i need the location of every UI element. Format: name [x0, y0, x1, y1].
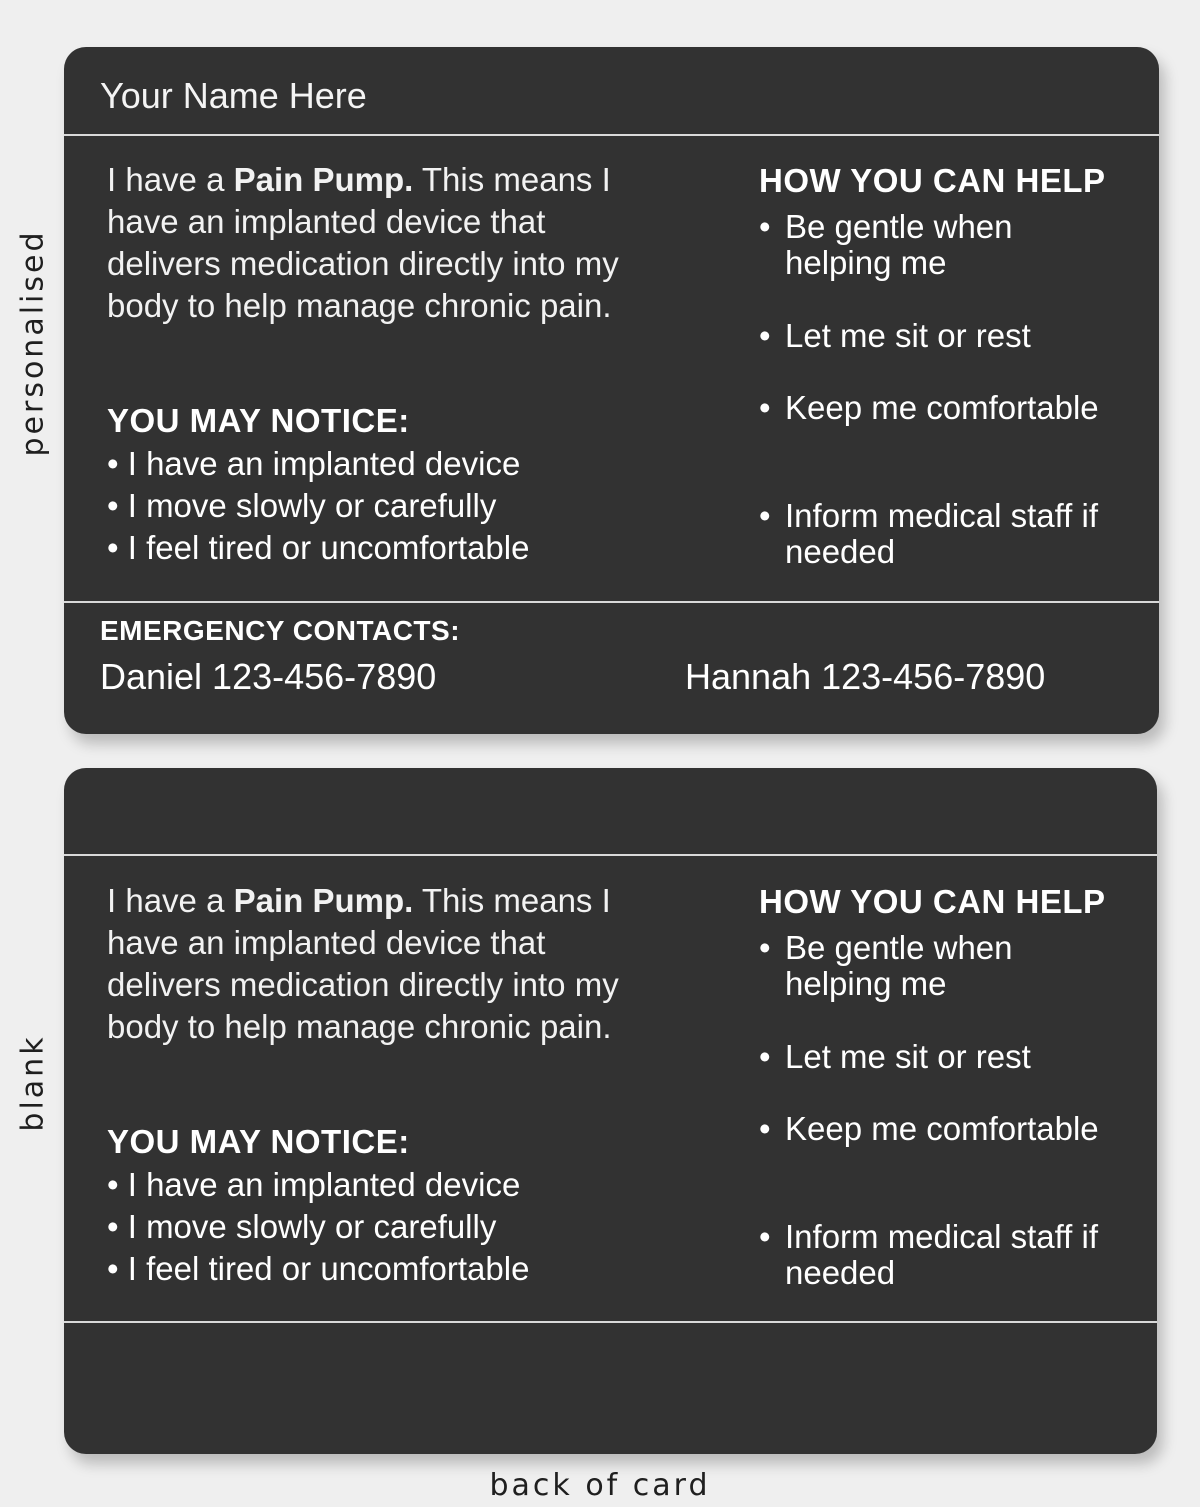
list-item: • I feel tired or uncomfortable	[107, 1250, 530, 1287]
list-item: • I have an implanted device	[107, 1166, 521, 1203]
notice-title: YOU MAY NOTICE:	[107, 402, 410, 439]
notice-list	[107, 443, 529, 569]
contact-1: Daniel 123-456-7890	[100, 656, 437, 697]
help-title: HOW YOU CAN HELP	[759, 162, 1106, 199]
list-item: • I feel tired or uncomfortable	[107, 529, 530, 566]
list-item: • I move slowly or carefully	[107, 1208, 497, 1245]
blank-label: blank	[15, 1034, 51, 1132]
back-of-card-label: back of card	[489, 1468, 711, 1503]
intro-text: I have a Pain Pump. This means I have an implanted device that delivers medication directly into my body to help manage chronic pain.	[107, 161, 619, 324]
divider	[64, 601, 1159, 603]
contact-2: Hannah 123-456-7890	[685, 656, 1046, 697]
name-field: Your Name Here	[100, 75, 367, 116]
personalised-label: personalised	[15, 229, 51, 457]
pain-pump-emphasis: Pain Pump.	[233, 882, 414, 919]
notice-title: YOU MAY NOTICE:	[107, 1123, 410, 1160]
divider	[64, 1321, 1157, 1323]
list-item: • I have an implanted device	[107, 445, 521, 482]
intro-text: I have a Pain Pump. This means I have an implanted device that delivers medication directly into my body to help manage chronic pain.	[107, 882, 619, 1045]
emergency-contacts-title: EMERGENCY CONTACTS:	[100, 615, 461, 646]
blank-card: I have a Pain Pump. This means I have an implanted device that delivers medication directly into my body to help manage chronic pain. YOU MAY NOTICE: • I have an implanted device • I move slowly or carefully • I feel tired or uncomfortable HOW YOU CAN HELP • Be gentle when helping me • Let me sit or rest • Keep me comfortable • Inform medical staff if needed	[64, 768, 1157, 1454]
personalised-card: Your Name Here I have a Pain Pump. This means I have an implanted device that delivers medication directly into my body to help manage chronic pain. YOU MAY NOTICE: • I have an implanted device • I move slowly or carefully • I feel tired or uncomfortable HOW YOU CAN HELP • Be gentle when helping me • Let me sit or rest • Keep me comfortable • Inform medical staff if needed EMERGENCY CONTACTS: Daniel 123-456-7890 Hannah 123-456-7890	[64, 47, 1159, 734]
list-item: • I move slowly or carefully	[107, 487, 497, 524]
divider	[64, 854, 1157, 856]
pain-pump-emphasis: Pain Pump.	[233, 161, 414, 198]
help-title: HOW YOU CAN HELP	[759, 883, 1106, 920]
notice-list	[107, 1164, 529, 1290]
divider	[64, 134, 1159, 136]
